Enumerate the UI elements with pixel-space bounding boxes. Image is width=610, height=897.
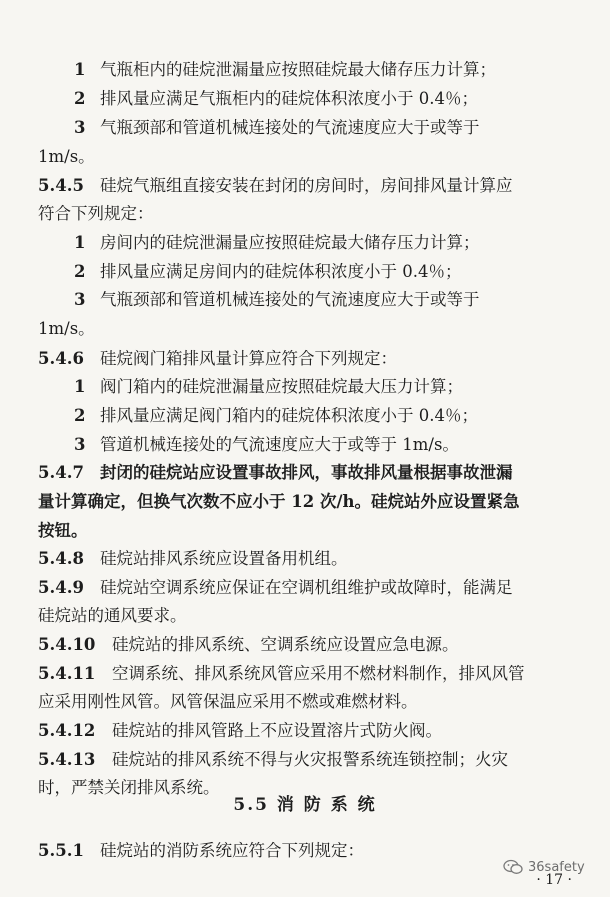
page-number: · 17 ·	[536, 872, 572, 888]
clause	[0, 659, 610, 689]
clause-text: 硅烷气瓶组直接安装在封闭的房间时，房间排风量计算应	[100, 175, 513, 195]
list-item	[0, 257, 610, 287]
clause-text: 空调系统、排风系统风管应采用不燃材料制作，排风风管	[112, 663, 525, 683]
clause	[0, 836, 610, 866]
clause-text: 硅烷站的消防系统应符合下列规定：	[100, 841, 364, 860]
clause-number: 5.4.5	[38, 175, 84, 195]
clause-text: 硅烷站的通风要求。	[38, 606, 187, 626]
item-number: 2	[74, 261, 86, 281]
list-item	[0, 84, 610, 114]
continuation-line	[0, 516, 610, 546]
continuation-line	[0, 601, 610, 631]
clause-number: 5.4.9	[38, 577, 84, 597]
clause-text: 硅烷站的排风管路上不应设置溶片式防火阀。	[112, 721, 442, 741]
list-item	[0, 401, 610, 431]
clause-text: 硅烷阀门箱排风量计算应符合下列规定：	[100, 348, 397, 368]
continuation-line	[0, 314, 610, 344]
item-text: 1m/s。	[38, 147, 95, 167]
section-title: 消 防 系 统	[276, 795, 377, 815]
watermark-text: 36safety	[528, 859, 585, 875]
list-item	[0, 228, 610, 258]
section-heading	[0, 790, 610, 820]
clause-number: 5.5.1	[38, 841, 84, 860]
item-text: 气瓶颈部和管道机械连接处的气流速度应大于或等于	[100, 290, 480, 310]
clause-text: 符合下列规定：	[38, 204, 154, 224]
continuation-line	[0, 142, 610, 172]
clause	[0, 630, 610, 660]
list-item	[0, 285, 610, 315]
item-number: 1	[74, 377, 86, 397]
clause-text: 按钮。	[38, 520, 88, 540]
clause	[0, 171, 610, 201]
clause-mandatory	[0, 458, 610, 488]
item-text: 管道机械连接处的气流速度应大于或等于 1m/s。	[100, 434, 459, 454]
clause	[0, 544, 610, 574]
clause	[0, 745, 610, 775]
clause-text: 量计算确定，但换气次数不应小于 12 次/h。硅烷站外应设置紧急	[38, 491, 520, 511]
item-text: 排风量应满足气瓶柜内的硅烷体积浓度小于 0.4％；	[100, 88, 478, 108]
item-number: 3	[74, 118, 86, 138]
clause-text: 应采用刚性风管。风管保温应采用不燃或难燃材料。	[38, 692, 418, 712]
item-text: 气瓶颈部和管道机械连接处的气流速度应大于或等于	[100, 118, 480, 138]
item-number: 3	[74, 290, 86, 310]
clause	[0, 716, 610, 746]
list-item	[0, 113, 610, 143]
continuation-line	[0, 687, 610, 717]
item-number: 3	[74, 434, 86, 454]
item-number: 1	[74, 233, 86, 253]
clause-number: 5.4.12	[38, 721, 96, 741]
clause-number: 5.4.8	[38, 549, 84, 569]
list-item	[0, 55, 610, 85]
item-text: 排风量应满足阀门箱内的硅烷体积浓度小于 0.4％；	[100, 405, 478, 425]
clause-text: 时，严禁关闭排风系统。	[38, 778, 220, 798]
clause	[0, 573, 610, 603]
continuation-line	[0, 487, 610, 517]
continuation-line	[0, 199, 610, 229]
clause	[0, 344, 610, 374]
item-number: 1	[74, 60, 86, 80]
clause-text: 硅烷站的排风系统不得与火灾报警系统连锁控制；火灾	[112, 749, 508, 769]
clause-number: 5.4.7	[38, 463, 84, 483]
item-number: 2	[74, 88, 86, 108]
clause-text: 封闭的硅烷站应设置事故排风，事故排风量根据事故泄漏	[100, 463, 513, 483]
clause-text: 硅烷站空调系统应保证在空调机组维护或故障时，能满足	[100, 577, 513, 597]
item-number: 2	[74, 405, 86, 425]
list-item	[0, 430, 610, 460]
item-text: 排风量应满足房间内的硅烷体积浓度小于 0.4％；	[100, 261, 462, 281]
section-number: 5.5	[233, 795, 277, 815]
clause-number: 5.4.11	[38, 663, 96, 683]
item-text: 气瓶柜内的硅烷泄漏量应按照硅烷最大储存压力计算；	[100, 60, 496, 80]
clause-text: 硅烷站排风系统应设置备用机组。	[100, 549, 348, 569]
item-text: 1m/s。	[38, 319, 95, 338]
clause-text: 硅烷站的排风系统、空调系统应设置应急电源。	[112, 635, 459, 655]
item-text: 阀门箱内的硅烷泄漏量应按照硅烷最大压力计算；	[100, 377, 463, 397]
list-item	[0, 372, 610, 402]
clause-number: 5.4.10	[38, 635, 96, 655]
clause-number: 5.4.6	[38, 348, 84, 368]
item-text: 房间内的硅烷泄漏量应按照硅烷最大储存压力计算；	[100, 233, 480, 253]
clause-number: 5.4.13	[38, 749, 96, 769]
